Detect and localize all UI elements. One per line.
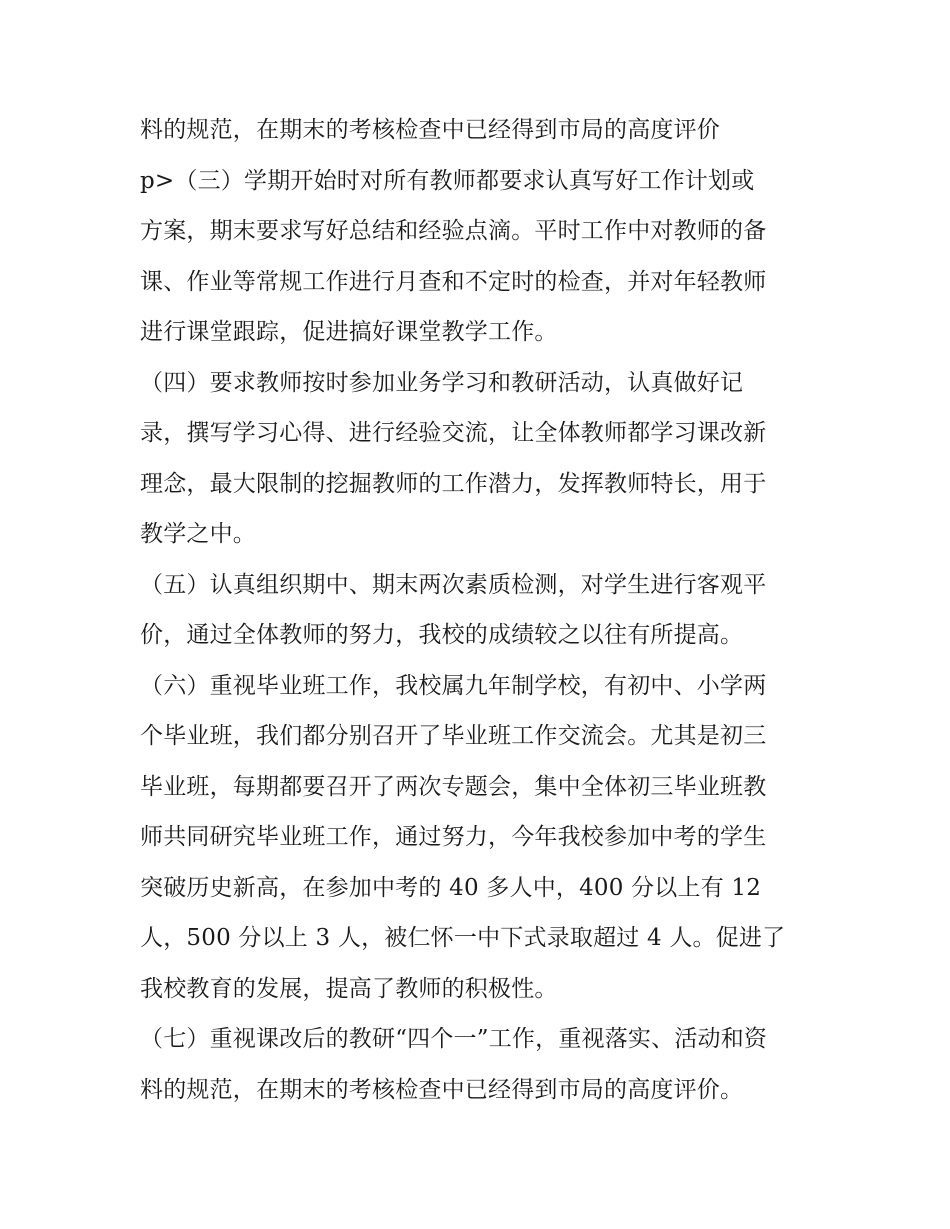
text-line: 进行课堂跟踪，促进搞好课堂教学工作。 bbox=[140, 319, 558, 345]
text-line: （七）重视课改后的教研“四个一”工作，重视落实、活动和资 bbox=[140, 1026, 768, 1052]
text-line: 我校教育的发展，提高了教师的积极性。 bbox=[140, 976, 558, 1002]
text-line: p>（三）学期开始时对所有教师都要求认真写好工作计划或 bbox=[140, 168, 755, 194]
text-line: 师共同研究毕业班工作，通过努力，今年我校参加中考的学生 bbox=[140, 824, 767, 850]
text-line: 录，撰写学习心得、进行经验交流，让全体教师都学习课改新 bbox=[140, 420, 767, 446]
text-line: 课、作业等常规工作进行月查和不定时的检查，并对年轻教师 bbox=[140, 269, 767, 295]
text-line: 料的规范，在期末的考核检查中已经得到市局的高度评价。 bbox=[140, 1077, 744, 1103]
text-line: 毕业班，每期都要召开了两次专题会，集中全体初三毕业班教 bbox=[140, 774, 767, 800]
text-line: （六）重视毕业班工作，我校属九年制学校，有初中、小学两 bbox=[140, 673, 767, 699]
text-line: （四）要求教师按时参加业务学习和教研活动，认真做好记 bbox=[140, 370, 744, 396]
text-line: 价，通过全体教师的努力，我校的成绩较之以往有所提高。 bbox=[140, 622, 744, 648]
text-line: 突破历史新高，在参加中考的 40 多人中，400 分以上有 12 bbox=[140, 875, 762, 901]
text-line: 料的规范，在期末的考核检查中已经得到市局的高度评价 bbox=[140, 117, 720, 143]
text-line: 方案，期末要求写好总结和经验点滴。平时工作中对教师的备 bbox=[140, 218, 767, 244]
text-line: （五）认真组织期中、期末两次素质检测，对学生进行客观平 bbox=[140, 572, 767, 598]
text-line: 教学之中。 bbox=[140, 521, 256, 547]
text-line: 理念，最大限制的挖掘教师的工作潜力，发挥教师特长，用于 bbox=[140, 471, 767, 497]
text-line: 个毕业班，我们都分别召开了毕业班工作交流会。尤其是初三 bbox=[140, 723, 767, 749]
text-line: 人，500 分以上 3 人，被仁怀一中下式录取超过 4 人。促进了 bbox=[140, 925, 786, 951]
